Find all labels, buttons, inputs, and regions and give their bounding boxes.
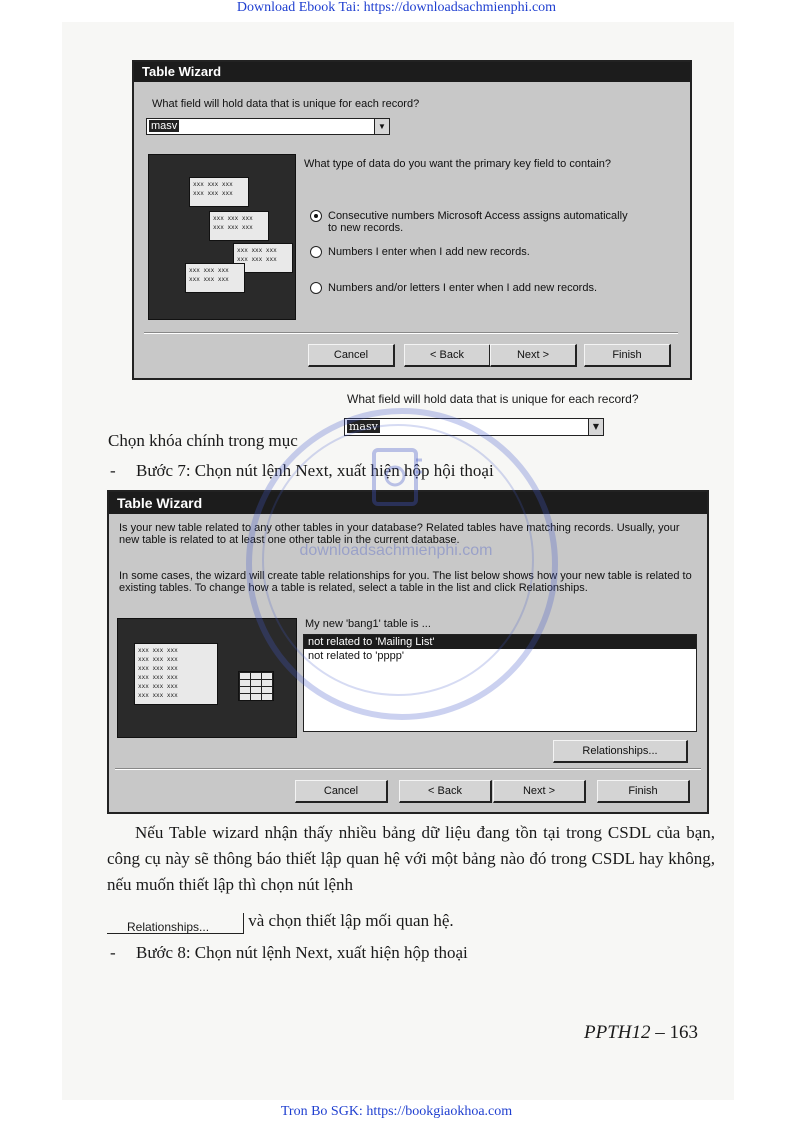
key-type-question: What type of data do you want the primary key field to contain? xyxy=(304,158,611,170)
paragraph-tail-text: và chọn thiết lập mối quan hệ. xyxy=(248,911,454,930)
relationships-button[interactable]: Relationships... xyxy=(553,740,688,763)
cancel-button[interactable]: Cancel xyxy=(308,344,395,367)
option-consecutive-numbers[interactable] xyxy=(310,210,680,236)
radio-selected[interactable] xyxy=(310,210,322,222)
option-consecutive-line2: to new records. xyxy=(328,222,404,234)
relationship-intro-text: Is your new table related to any other tables in your database? Related tables have matching records. Usually, your new table is related to at least one other table in the current database. xyxy=(119,522,680,546)
dialog-titlebar xyxy=(134,62,690,82)
option-numbers-label: Numbers I enter when I add new records. xyxy=(328,246,530,258)
primary-key-text: Chọn khóa chính trong mục xyxy=(108,431,298,450)
relationships-paragraph-tail xyxy=(107,908,454,934)
radio-unselected[interactable] xyxy=(310,246,322,258)
paragraph-text: Nếu Table wizard nhận thấy nhiều bảng dữ liệu đang tồn tại trong CSDL của bạn, công cụ này sẽ thông báo thiết lập quan hệ với một bảng nào đó trong CSDL hay không, nếu muốn thiết lập thì chọn nút lệnh xyxy=(107,823,715,894)
footer-sgk-link[interactable]: Tron Bo SGK: https://bookgiaokhoa.com xyxy=(280,1104,513,1119)
snippet-dropdown-icon[interactable]: ▼ xyxy=(588,419,603,435)
dialog-title: Table Wizard xyxy=(117,495,203,511)
unique-field-combo[interactable] xyxy=(146,118,390,135)
next-button[interactable]: Next > xyxy=(490,344,577,367)
page-number: 163 xyxy=(669,1022,698,1043)
illus-sheet-2: xxx xxx xxx xxx xxx xxx xyxy=(209,211,269,241)
table-grid-icon xyxy=(238,671,274,701)
button-separator xyxy=(115,768,701,770)
step7-bullet: - xyxy=(110,461,116,480)
table-wizard-dialog-primary-key xyxy=(132,60,692,380)
button-separator xyxy=(144,332,678,334)
radio-unselected[interactable] xyxy=(310,282,322,294)
step8-bullet: - xyxy=(110,943,116,962)
illus-sheet-4: xxx xxx xxx xxx xxx xxx xyxy=(185,263,245,293)
watermark-text: downloadsachmienphi.com xyxy=(299,542,493,559)
list-item[interactable]: not related to 'pppp' xyxy=(308,650,404,662)
page-footer xyxy=(584,1022,698,1044)
option-numbers-letters[interactable] xyxy=(310,282,680,296)
finish-button[interactable]: Finish xyxy=(584,344,671,367)
wizard-illustration xyxy=(148,154,296,320)
list-label: My new 'bang1' table is ... xyxy=(305,618,431,630)
option-consecutive-line1: Consecutive numbers Microsoft Access assigns automatically xyxy=(328,210,628,222)
relationships-paragraph xyxy=(107,820,715,898)
option-numbers-i-enter[interactable] xyxy=(310,246,680,260)
cancel-button[interactable]: Cancel xyxy=(295,780,388,803)
list-item[interactable]: not related to 'Mailing List' xyxy=(304,635,696,649)
step8-text: Bước 8: Chọn nút lệnh Next, xuất hiện hộp thoại xyxy=(136,943,468,962)
illus-sheet-1: xxx xxx xxx xxx xxx xxx xyxy=(189,177,249,207)
inline-relationships-label: Relationships... xyxy=(127,920,210,934)
combo-dropdown-icon[interactable]: ▼ xyxy=(374,119,389,134)
dialog-title: Table Wizard xyxy=(142,64,222,79)
relationship-explain-text: In some cases, the wizard will create table relationships for you. The list below shows how your new table is related to existing tables. To change how a table is related, select a table in the list and click Relationships. xyxy=(119,570,692,594)
illus-sheet-3: xxx xxx xxx xxx xxx xxx xyxy=(233,243,293,273)
footer-book-label: PPTH12 xyxy=(584,1022,651,1043)
unique-field-snippet-label: What field will hold data that is unique for each record? xyxy=(347,392,639,406)
back-button[interactable]: < Back xyxy=(399,780,492,803)
illus-table-grid: xxx xxx xxx xxx xxx xxx xxx xxx xxx xxx xxx xxx xxx xxx xxx xxx xxx xxx xyxy=(134,643,218,705)
snippet-field-value: masv xyxy=(349,420,378,433)
next-button[interactable]: Next > xyxy=(493,780,586,803)
option-letters-label: Numbers and/or letters I enter when I add new records. xyxy=(328,282,598,294)
footer-separator: – xyxy=(655,1022,665,1043)
header-download-link[interactable]: Download Ebook Tai: https://downloadsachmienphi.com xyxy=(236,0,557,15)
unique-field-question: What field will hold data that is unique for each record? xyxy=(152,98,420,110)
step7-text: Bước 7: Chọn nút lệnh Next, xuất hiện hộp hội thoại xyxy=(136,461,494,480)
back-button[interactable]: < Back xyxy=(404,344,491,367)
inline-relationships-button[interactable] xyxy=(107,913,244,934)
watermark-book-icon xyxy=(368,446,424,510)
finish-button[interactable]: Finish xyxy=(597,780,690,803)
unique-field-value: masv xyxy=(151,120,178,132)
